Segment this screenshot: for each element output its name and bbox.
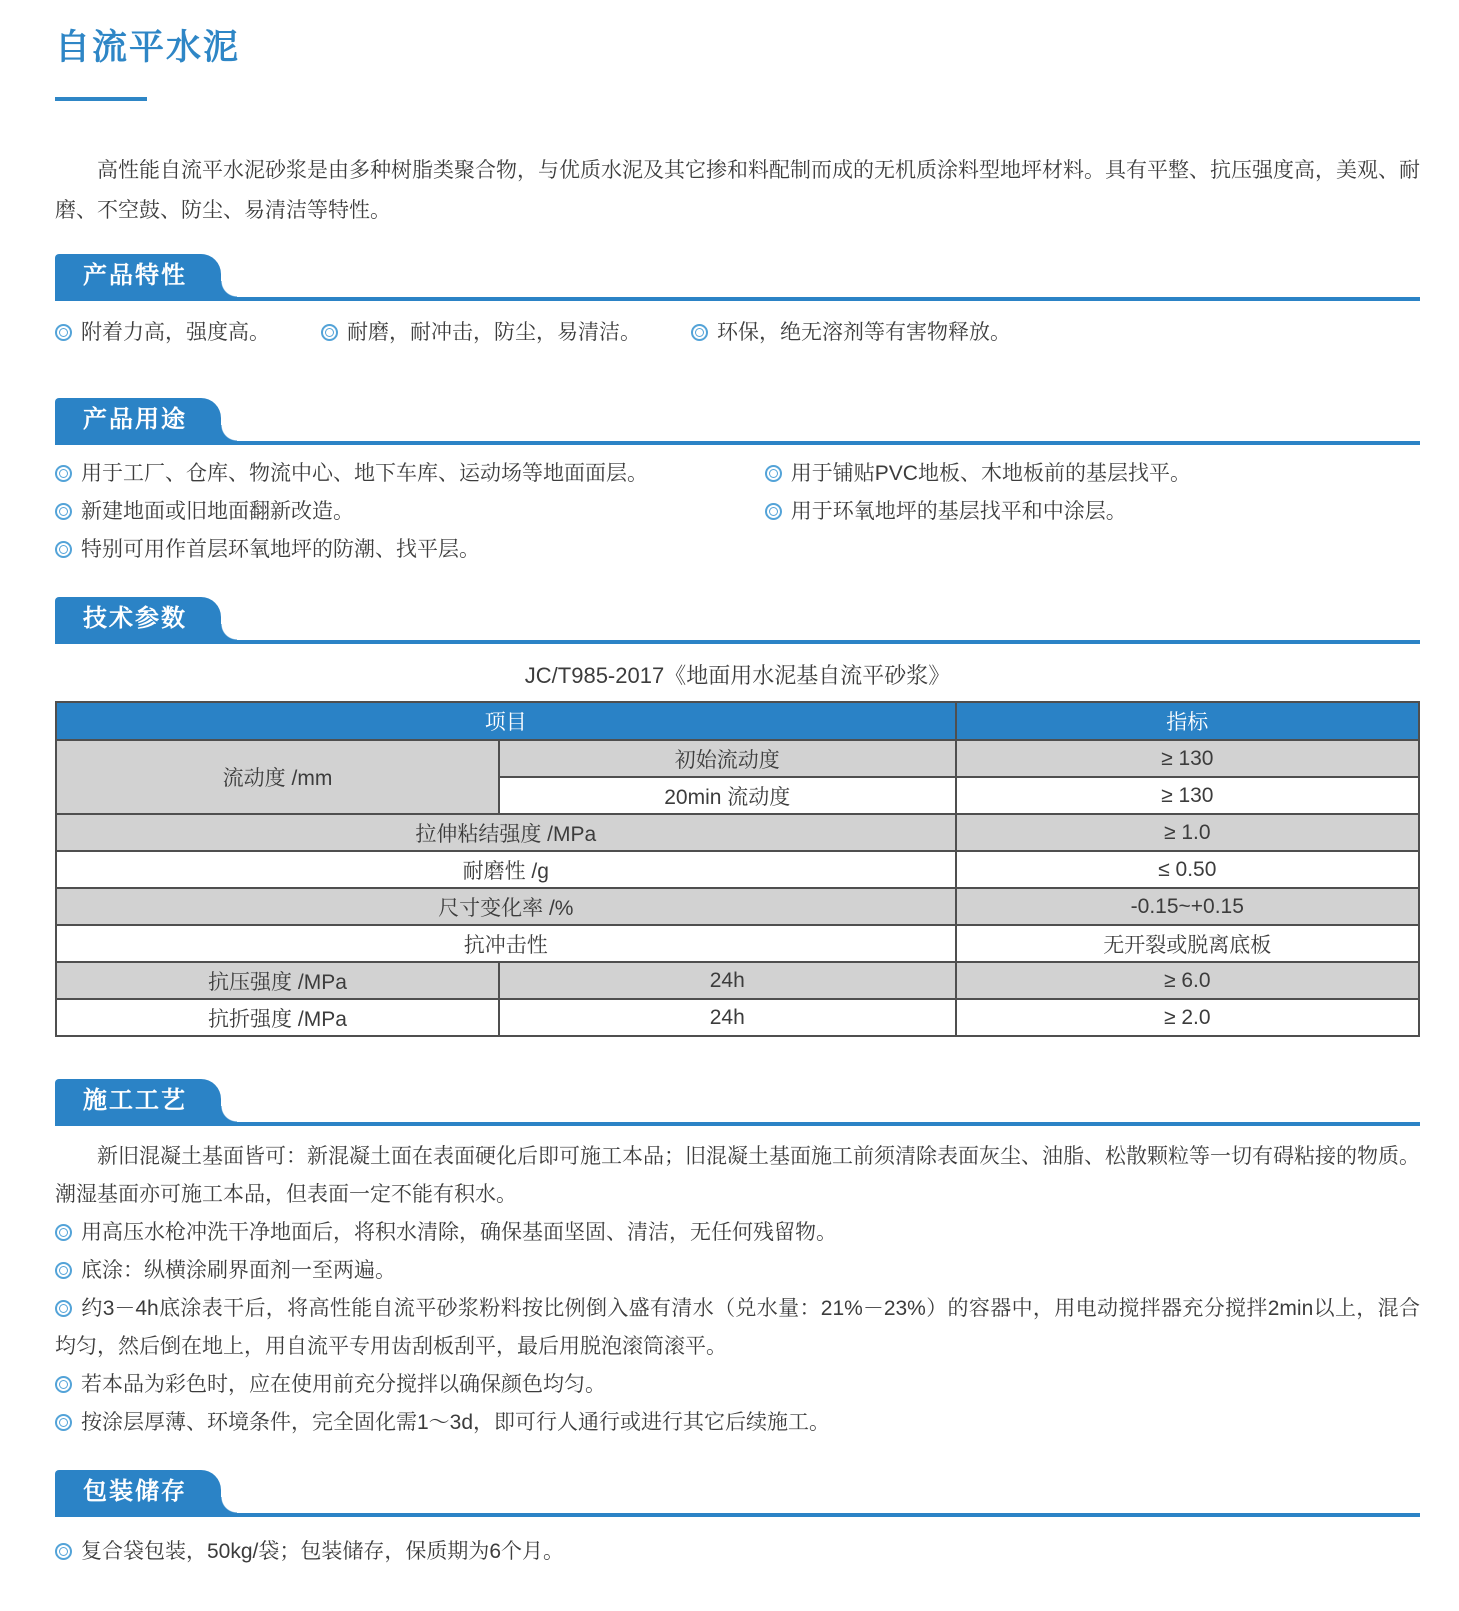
param-cell: 拉伸粘结强度 /MPa [56, 814, 956, 851]
uses-list [55, 455, 1420, 569]
use-text: 特别可用作首层环氧地坪的防潮、找平层。 [81, 538, 480, 561]
features-list [55, 314, 1420, 352]
uses-left-column [55, 455, 765, 569]
bullseye-bullet-icon [55, 1262, 72, 1279]
list-item [765, 493, 1420, 531]
list-item [691, 314, 1011, 352]
value-cell: ≤ 0.50 [956, 851, 1419, 888]
list-item [55, 1366, 1420, 1404]
param-cell: 耐磨性 /g [56, 851, 956, 888]
list-item [55, 493, 765, 531]
list-item [55, 1252, 1420, 1290]
list-item [55, 1290, 1420, 1366]
feature-text: 环保，绝无溶剂等有害物释放。 [717, 321, 1011, 344]
value-cell: 无开裂或脱离底板 [956, 925, 1419, 962]
table-row [56, 740, 1419, 777]
table-row [56, 962, 1419, 999]
param-cell: 抗压强度 /MPa [56, 962, 499, 999]
bullseye-bullet-icon [55, 465, 72, 482]
param-cell: 抗折强度 /MPa [56, 999, 499, 1036]
process-step-text: 按涂层厚薄、环境条件，完全固化需1～3d，即可行人通行或进行其它后续施工。 [81, 1411, 831, 1434]
section-header-features [55, 254, 1420, 301]
list-item [55, 1404, 1420, 1442]
value-cell: ≥ 2.0 [956, 999, 1419, 1036]
value-cell: ≥ 6.0 [956, 962, 1419, 999]
sub-cell: 24h [499, 999, 956, 1036]
param-cell: 抗冲击性 [56, 925, 956, 962]
list-item [55, 1533, 1420, 1571]
page-title: 自流平水泥 [55, 28, 241, 67]
list-item [55, 531, 765, 569]
intro-paragraph: 高性能自流平水泥砂浆是由多种树脂类聚合物，与优质水泥及其它掺和料配制而成的无机质涂料型地坪材料。具有平整、抗压强度高，美观、耐磨、不空鼓、防尘、易清洁等特性。 [55, 159, 1420, 222]
table-header-index: 指标 [956, 702, 1419, 740]
sub-cell: 24h [499, 962, 956, 999]
list-item [765, 455, 1420, 493]
sub-cell: 初始流动度 [499, 740, 956, 777]
section-header-process [55, 1079, 1420, 1126]
table-caption: JC/T985-2017《地面用水泥基自流平砂浆》 [524, 663, 951, 688]
use-text: 新建地面或旧地面翻新改造。 [81, 500, 354, 523]
section-banner-features [55, 254, 221, 297]
table-row [56, 851, 1419, 888]
table-row [56, 888, 1419, 925]
packaging-list [55, 1533, 1420, 1571]
section-banner-packaging [55, 1470, 221, 1513]
use-text: 用于铺贴PVC地板、木地板前的基层找平。 [790, 462, 1191, 485]
table-row [56, 814, 1419, 851]
process-step-text: 约3－4h底涂表干后，将高性能自流平砂浆粉料按比例倒入盛有清水（兑水量：21%－23%）的容器中，用电动搅拌器充分搅拌2min以上，混合均匀，然后倒在地上，用自流平专用齿刮板刮平，最后用脱泡滚筒滚平。 [55, 1297, 1420, 1358]
bullseye-bullet-icon [55, 541, 72, 558]
value-cell: -0.15~+0.15 [956, 888, 1419, 925]
feature-text: 附着力高，强度高。 [81, 321, 270, 344]
bullseye-bullet-icon [691, 324, 708, 341]
process-step-text: 底涂：纵横涂刷界面剂一至两遍。 [81, 1259, 396, 1282]
sub-cell: 20min 流动度 [499, 777, 956, 814]
section-title-tech: 技术参数 [83, 605, 187, 632]
bullseye-bullet-icon [55, 1300, 72, 1317]
section-header-tech [55, 597, 1420, 644]
value-cell: ≥ 130 [956, 777, 1419, 814]
section-title-packaging: 包装储存 [83, 1478, 187, 1505]
process-list [55, 1214, 1420, 1442]
table-header-row [56, 702, 1419, 740]
value-cell: ≥ 130 [956, 740, 1419, 777]
section-header-packaging [55, 1470, 1420, 1517]
bullseye-bullet-icon [765, 503, 782, 520]
table-header-item: 项目 [56, 702, 956, 740]
feature-text: 耐磨，耐冲击，防尘，易清洁。 [347, 321, 641, 344]
list-item [55, 455, 765, 493]
packaging-text: 复合袋包装，50kg/袋；包装储存，保质期为6个月。 [81, 1540, 565, 1563]
process-intro-paragraph: 新旧混凝土基面皆可：新混凝土面在表面硬化后即可施工本品；旧混凝土基面施工前须清除表面灰尘、油脂、松散颗粒等一切有碍粘接的物质。潮湿基面亦可施工本品，但表面一定不能有积水。 [55, 1145, 1420, 1206]
section-header-uses [55, 398, 1420, 445]
param-cell: 流动度 /mm [56, 740, 499, 814]
table-row [56, 999, 1419, 1036]
section-title-features: 产品特性 [83, 262, 187, 289]
process-step-text: 若本品为彩色时，应在使用前充分搅拌以确保颜色均匀。 [81, 1373, 606, 1396]
section-banner-tech [55, 597, 221, 640]
uses-right-column [765, 455, 1420, 569]
bullseye-bullet-icon [765, 465, 782, 482]
list-item [321, 314, 691, 352]
bullseye-bullet-icon [55, 503, 72, 520]
use-text: 用于工厂、仓库、物流中心、地下车库、运动场等地面面层。 [81, 462, 648, 485]
bullseye-bullet-icon [55, 1543, 72, 1560]
section-banner-process [55, 1079, 221, 1122]
section-title-process: 施工工艺 [83, 1087, 187, 1114]
process-step-text: 用高压水枪冲洗干净地面后，将积水清除，确保基面坚固、清洁，无任何残留物。 [81, 1221, 837, 1244]
list-item [55, 1214, 1420, 1252]
bullseye-bullet-icon [55, 1376, 72, 1393]
section-title-uses: 产品用途 [83, 406, 187, 433]
bullseye-bullet-icon [55, 1224, 72, 1241]
param-cell: 尺寸变化率 /% [56, 888, 956, 925]
title-underline [55, 97, 147, 101]
table-row [56, 925, 1419, 962]
list-item [55, 314, 321, 352]
section-banner-uses [55, 398, 221, 441]
bullseye-bullet-icon [55, 1414, 72, 1431]
value-cell: ≥ 1.0 [956, 814, 1419, 851]
use-text: 用于环氧地坪的基层找平和中涂层。 [790, 500, 1127, 523]
bullseye-bullet-icon [321, 324, 338, 341]
bullseye-bullet-icon [55, 324, 72, 341]
tech-params-table [55, 701, 1420, 1037]
